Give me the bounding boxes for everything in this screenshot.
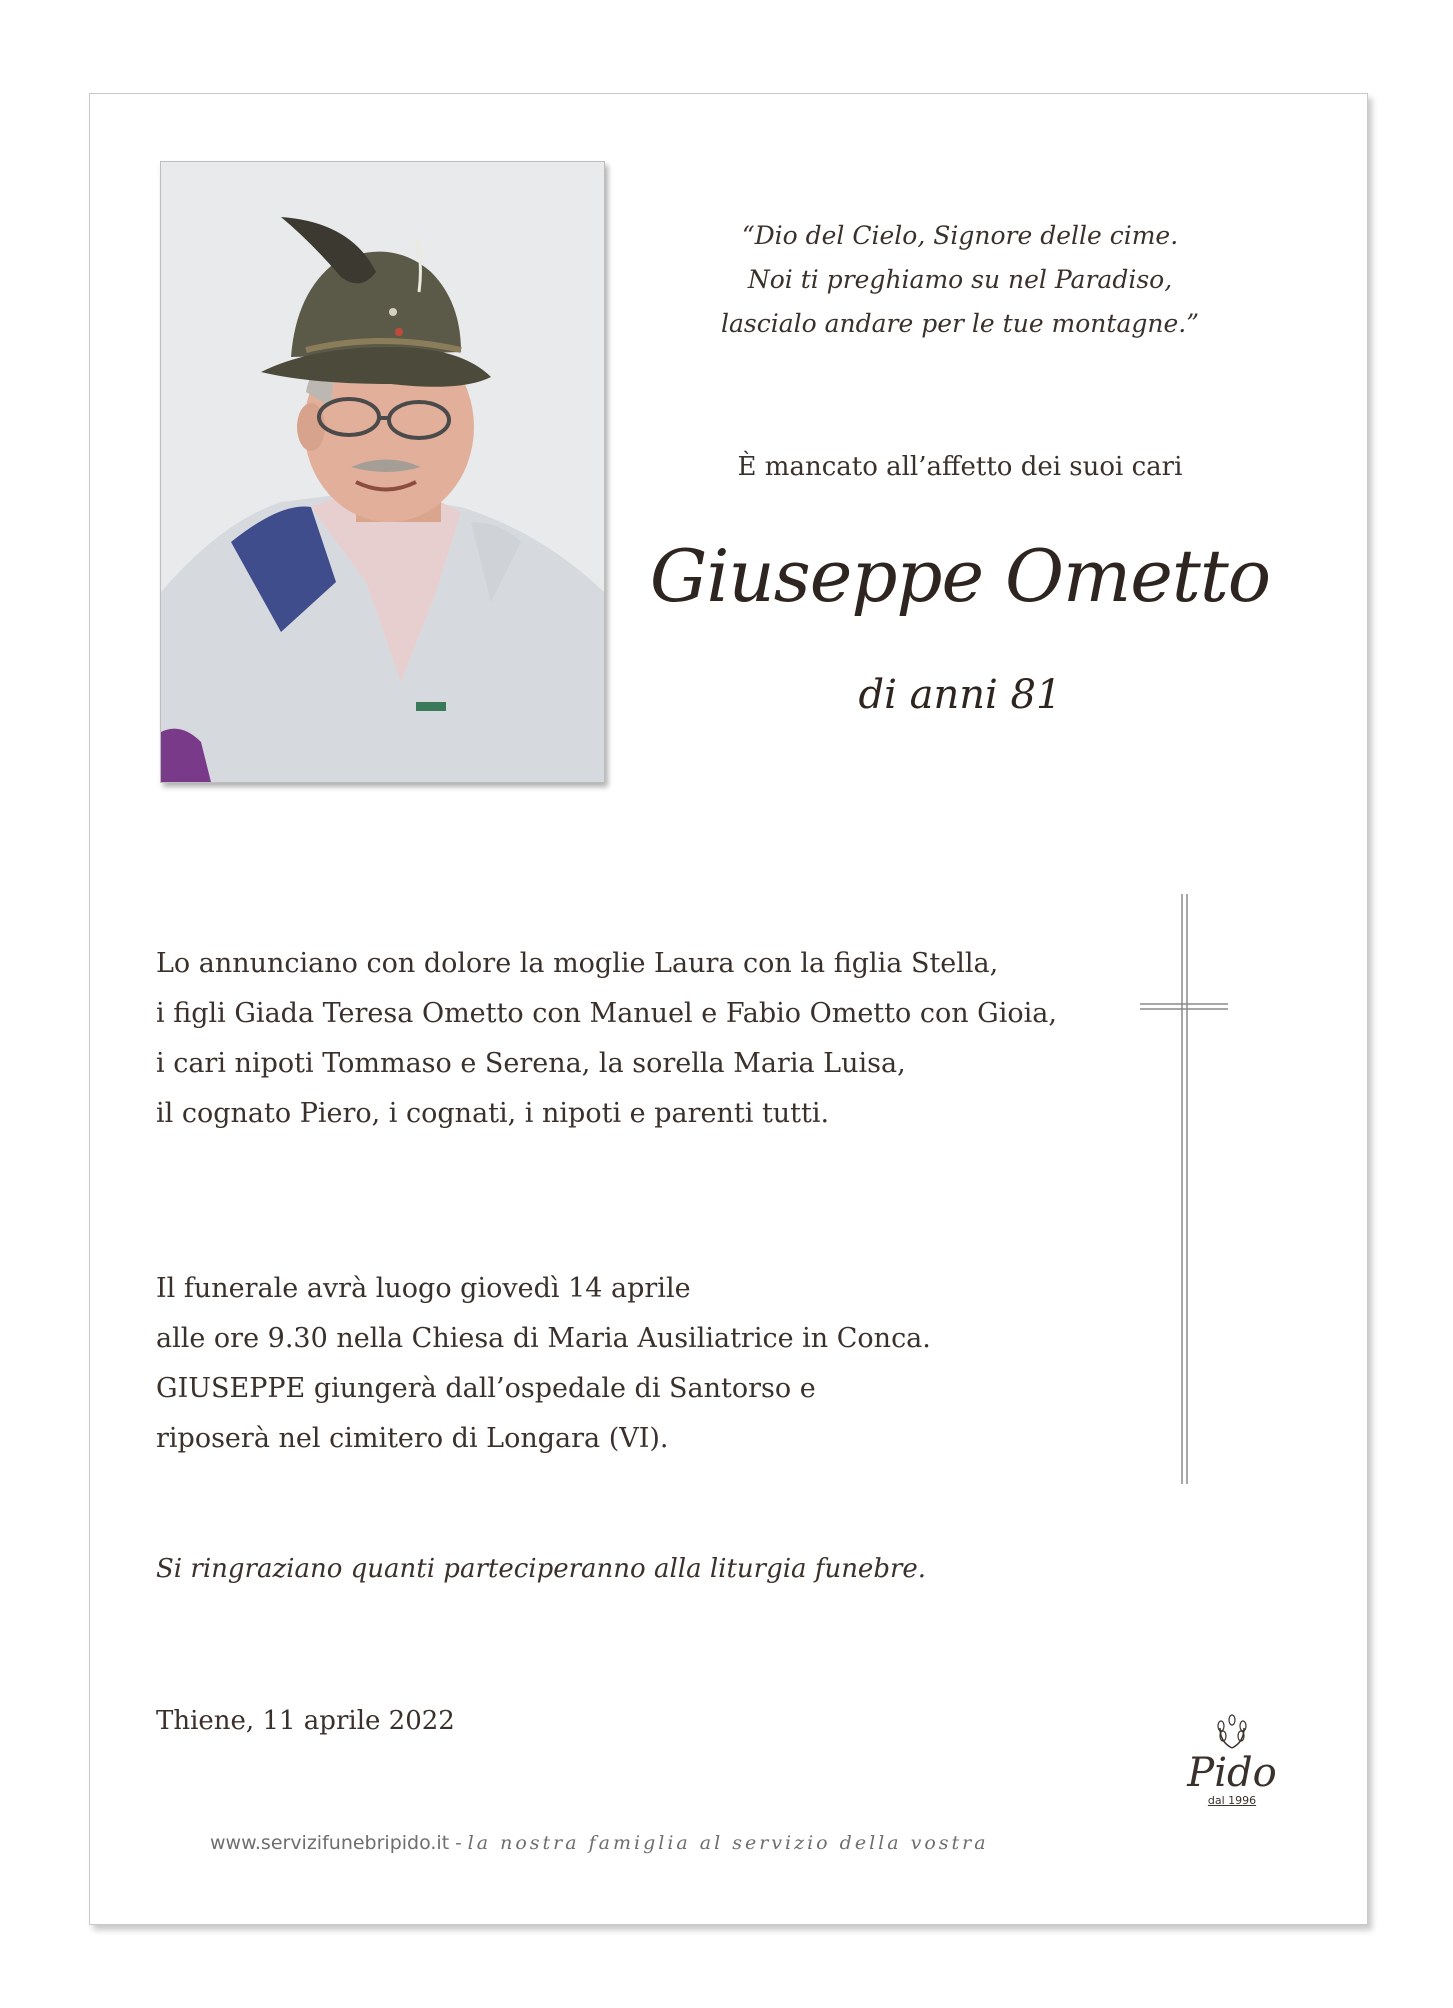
quote-block [650,214,1270,346]
logo-wordmark: Pido [1187,1750,1277,1796]
logo-since: dal 1996 [1207,1794,1257,1807]
quote-line: “Dio del Cielo, Signore delle cime. [741,221,1179,250]
footer [210,1832,989,1854]
footer-separator: - [449,1832,468,1854]
portrait-photo [160,161,605,783]
quote-line: Noi ti preghiamo su nel Paradiso, [747,265,1173,294]
announcement-line: i figli Giada Teresa Ometto con Manuel e Fabio Ometto con Gioia, [156,998,1057,1029]
funeral-line: riposerà nel cimitero di Longara (VI). [156,1423,669,1454]
announcement-line: i cari nipoti Tommaso e Serena, la sorella Maria Luisa, [156,1048,906,1079]
announcement-line: il cognato Piero, i cognati, i nipoti e parenti tutti. [156,1098,830,1129]
intro-text: È mancato all’affetto dei suoi cari [737,452,1183,482]
announcement-paragraph [156,939,1057,1139]
website-link[interactable]: www.servizifunebripido.it [210,1832,450,1854]
funeral-line: alle ore 9.30 nella Chiesa di Maria Ausiliatrice in Conca. [156,1323,931,1354]
deceased-age: di anni 81 [858,672,1062,718]
funeral-line: GIUSEPPE giungerà dall’ospedale di Santorso e [156,1373,816,1404]
funeral-paragraph [156,1264,931,1464]
announcement-line: Lo annunciano con dolore la moglie Laura con la figlia Stella, [156,948,999,979]
thanks-text: Si ringraziano quanti parteciperanno alla liturgia funebre. [156,1554,927,1584]
place-date: Thiene, 11 aprile 2022 [156,1706,455,1736]
cross-icon [1140,894,1230,1484]
deceased-name: Giuseppe Ometto [649,534,1271,618]
portrait-illustration [161,162,604,782]
footer-slogan: la nostra famiglia al servizio della vostra [467,1832,989,1854]
laurel-icon [1212,1714,1252,1750]
funeral-line: Il funerale avrà luogo giovedì 14 aprile [156,1273,691,1304]
funeral-home-logo [1172,1714,1292,1807]
quote-line: lascialo andare per le tue montagne.” [721,309,1199,338]
obituary-card [89,93,1368,1925]
